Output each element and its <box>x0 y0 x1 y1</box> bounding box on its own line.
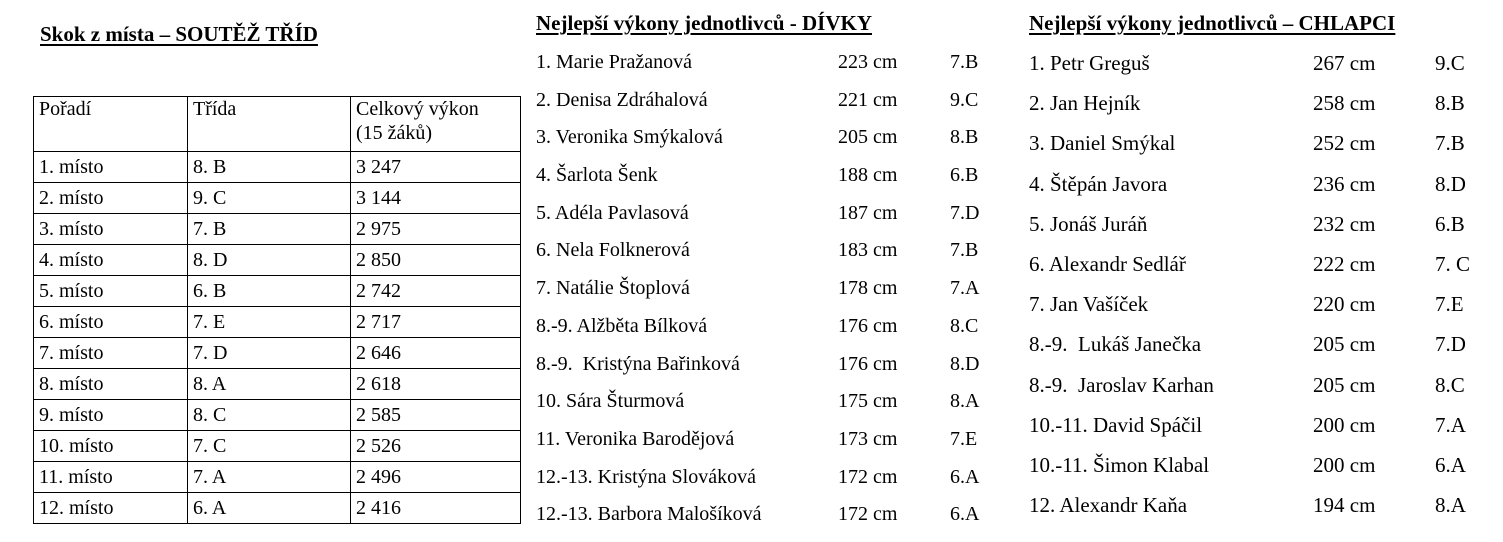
jump-result: 258 cm <box>1313 91 1376 116</box>
cell-total: 3 247 <box>351 152 521 183</box>
cell-rank: 9. místo <box>34 400 188 431</box>
cell-rank: 4. místo <box>34 245 188 276</box>
athlete-name: 1. Petr Greguš <box>1029 51 1150 75</box>
athlete-class: 6.A <box>950 465 980 488</box>
athlete-class: 8.A <box>950 390 980 413</box>
girls-title: Nejlepší výkony jednotlivců - DÍVKY <box>536 11 873 35</box>
cell-class: 8. D <box>188 245 351 276</box>
cell-total: 2 526 <box>351 431 521 462</box>
athlete-class: 6.B <box>950 164 979 187</box>
athlete-class: 8.D <box>950 352 980 375</box>
athlete-name: 1. Marie Pražanová <box>536 51 693 73</box>
list-item <box>536 462 996 500</box>
athlete-class: 9.C <box>1435 51 1465 75</box>
athlete-class: 7.E <box>950 427 978 450</box>
cell-total: 2 646 <box>351 338 521 369</box>
cell-rank: 5. místo <box>34 276 188 307</box>
athlete-name: 12. Alexandr Kaňa <box>1029 493 1188 518</box>
table-row <box>34 338 521 369</box>
list-item <box>536 311 996 349</box>
athlete-name: 8.-9. Kristýna Bařinková <box>536 352 740 375</box>
table-row <box>34 462 521 493</box>
jump-result: 176 cm <box>838 352 898 375</box>
athlete-class: 6.B <box>1435 211 1465 236</box>
table-row <box>34 307 521 338</box>
athlete-class: 7.B <box>1435 131 1465 156</box>
jump-result: 175 cm <box>838 390 898 413</box>
athlete-name: 4. Šarlota Šenk <box>536 164 658 187</box>
list-item <box>1029 289 1489 329</box>
jump-result: 205 cm <box>838 126 898 149</box>
jump-result: 188 cm <box>838 164 898 187</box>
jump-result: 221 cm <box>838 88 898 111</box>
athlete-name: 4. Štěpán Javora <box>1029 171 1168 196</box>
jump-result: 173 cm <box>838 427 898 450</box>
athlete-name: 7. Natálie Štoplová <box>536 277 690 300</box>
cell-rank: 12. místo <box>34 493 188 524</box>
cell-total: 2 585 <box>351 400 521 431</box>
class-competition-rows <box>34 152 521 524</box>
list-item <box>1029 410 1489 450</box>
cell-class: 7. C <box>188 431 351 462</box>
athlete-name: 3. Veronika Smýkalová <box>536 126 723 149</box>
cell-total: 2 618 <box>351 369 521 400</box>
athlete-class: 8.C <box>1435 372 1465 397</box>
athlete-class: 7. C <box>1435 251 1471 276</box>
athlete-name: 6. Alexandr Sedlář <box>1029 251 1186 276</box>
cell-total: 2 717 <box>351 307 521 338</box>
list-item <box>1029 48 1489 88</box>
cell-rank: 3. místo <box>34 214 188 245</box>
boys-list <box>1029 48 1489 530</box>
jump-result: 232 cm <box>1313 211 1376 236</box>
list-item <box>536 235 996 273</box>
class-competition-title: Skok z místa – SOUTĚŽ TŘÍD <box>40 22 318 46</box>
list-item <box>1029 88 1489 128</box>
table-row <box>34 245 521 276</box>
cell-class: 8. B <box>188 152 351 183</box>
table-header-row <box>34 97 521 152</box>
list-item <box>1029 128 1489 168</box>
header-rank: Pořadí <box>34 97 188 152</box>
athlete-class: 7.D <box>950 201 980 224</box>
athlete-name: 10.-11. David Spáčil <box>1029 412 1203 437</box>
athlete-class: 7.A <box>1435 412 1466 437</box>
athlete-name: 2. Jan Hejník <box>1029 91 1141 116</box>
list-item <box>536 85 996 123</box>
athlete-name: 5. Adéla Pavlasová <box>536 201 689 224</box>
list-item <box>1029 249 1489 289</box>
cell-rank: 2. místo <box>34 183 188 214</box>
list-item <box>1029 370 1489 410</box>
table-row <box>34 276 521 307</box>
list-item <box>536 47 996 85</box>
table-row <box>34 152 521 183</box>
boys-title: Nejlepší výkony jednotlivců – CHLAPCI <box>1029 11 1396 35</box>
list-item <box>536 122 996 160</box>
girls-list <box>536 47 996 537</box>
list-item <box>536 273 996 311</box>
athlete-class: 7.B <box>950 239 979 262</box>
athlete-name: 10.-11. Šimon Klabal <box>1029 452 1210 477</box>
list-item <box>1029 450 1489 490</box>
list-item <box>536 349 996 387</box>
cell-class: 8. A <box>188 369 351 400</box>
header-total-line2: (15 žáků) <box>356 122 433 144</box>
athlete-class: 7.E <box>1435 292 1464 317</box>
jump-result: 176 cm <box>838 314 898 337</box>
list-item <box>536 386 996 424</box>
athlete-class: 6.A <box>1435 452 1466 477</box>
table-row <box>34 183 521 214</box>
jump-result: 200 cm <box>1313 452 1376 477</box>
cell-class: 7. A <box>188 462 351 493</box>
jump-result: 267 cm <box>1313 51 1376 75</box>
athlete-name: 8.-9. Jaroslav Karhan <box>1029 372 1214 397</box>
cell-class: 6. A <box>188 493 351 524</box>
athlete-name: 11. Veronika Barodějová <box>536 427 735 450</box>
athlete-class: 7.D <box>1435 332 1466 357</box>
table-row <box>34 431 521 462</box>
athlete-name: 12.-13. Kristýna Slováková <box>536 465 756 488</box>
cell-total: 2 850 <box>351 245 521 276</box>
athlete-name: 12.-13. Barbora Malošíková <box>536 503 762 526</box>
jump-result: 183 cm <box>838 239 898 262</box>
cell-rank: 10. místo <box>34 431 188 462</box>
header-total-line1: Celkový výkon <box>356 98 479 120</box>
cell-total: 2 975 <box>351 214 521 245</box>
jump-result: 252 cm <box>1313 131 1376 156</box>
list-item <box>1029 169 1489 209</box>
class-competition-table <box>33 96 521 524</box>
jump-result: 200 cm <box>1313 412 1376 437</box>
jump-result: 178 cm <box>838 277 898 300</box>
table-row <box>34 214 521 245</box>
jump-result: 187 cm <box>838 201 898 224</box>
athlete-class: 7.A <box>950 277 980 300</box>
table-row <box>34 493 521 524</box>
table-row <box>34 400 521 431</box>
cell-total: 2 416 <box>351 493 521 524</box>
athlete-name: 7. Jan Vašíček <box>1029 292 1149 317</box>
athlete-class: 7.B <box>950 51 979 73</box>
athlete-name: 6. Nela Folknerová <box>536 239 690 262</box>
cell-rank: 7. místo <box>34 338 188 369</box>
jump-result: 223 cm <box>838 51 898 73</box>
jump-result: 172 cm <box>838 503 898 526</box>
table-row <box>34 369 521 400</box>
jump-result: 236 cm <box>1313 171 1376 196</box>
header-class: Třída <box>188 97 351 152</box>
cell-rank: 6. místo <box>34 307 188 338</box>
athlete-name: 2. Denisa Zdráhalová <box>536 88 708 111</box>
athlete-class: 8.C <box>950 314 979 337</box>
athlete-name: 10. Sára Šturmová <box>536 390 685 413</box>
jump-result: 222 cm <box>1313 251 1376 276</box>
jump-result: 172 cm <box>838 465 898 488</box>
cell-class: 9. C <box>188 183 351 214</box>
list-item <box>536 424 996 462</box>
athlete-class: 8.B <box>1435 91 1465 116</box>
athlete-name: 8.-9. Alžběta Bílková <box>536 314 708 337</box>
jump-result: 194 cm <box>1313 493 1376 518</box>
cell-class: 6. B <box>188 276 351 307</box>
list-item <box>536 499 996 537</box>
cell-class: 8. C <box>188 400 351 431</box>
list-item <box>1029 209 1489 249</box>
jump-result: 205 cm <box>1313 372 1376 397</box>
athlete-name: 8.-9. Lukáš Janečka <box>1029 332 1202 357</box>
athlete-class: 8.D <box>1435 171 1466 196</box>
list-item <box>1029 490 1489 530</box>
athlete-class: 9.C <box>950 88 979 111</box>
athlete-name: 5. Jonáš Juráň <box>1029 211 1148 236</box>
cell-class: 7. E <box>188 307 351 338</box>
athlete-class: 8.A <box>1435 493 1466 518</box>
cell-rank: 1. místo <box>34 152 188 183</box>
cell-class: 7. B <box>188 214 351 245</box>
cell-rank: 11. místo <box>34 462 188 493</box>
athlete-class: 8.B <box>950 126 979 149</box>
athlete-class: 6.A <box>950 503 980 526</box>
jump-result: 205 cm <box>1313 332 1376 357</box>
cell-class: 7. D <box>188 338 351 369</box>
cell-total: 2 496 <box>351 462 521 493</box>
athlete-name: 3. Daniel Smýkal <box>1029 131 1176 156</box>
header-total <box>351 97 521 152</box>
list-item <box>1029 329 1489 369</box>
jump-result: 220 cm <box>1313 292 1376 317</box>
list-item <box>536 198 996 236</box>
cell-total: 2 742 <box>351 276 521 307</box>
cell-total: 3 144 <box>351 183 521 214</box>
list-item <box>536 160 996 198</box>
cell-rank: 8. místo <box>34 369 188 400</box>
